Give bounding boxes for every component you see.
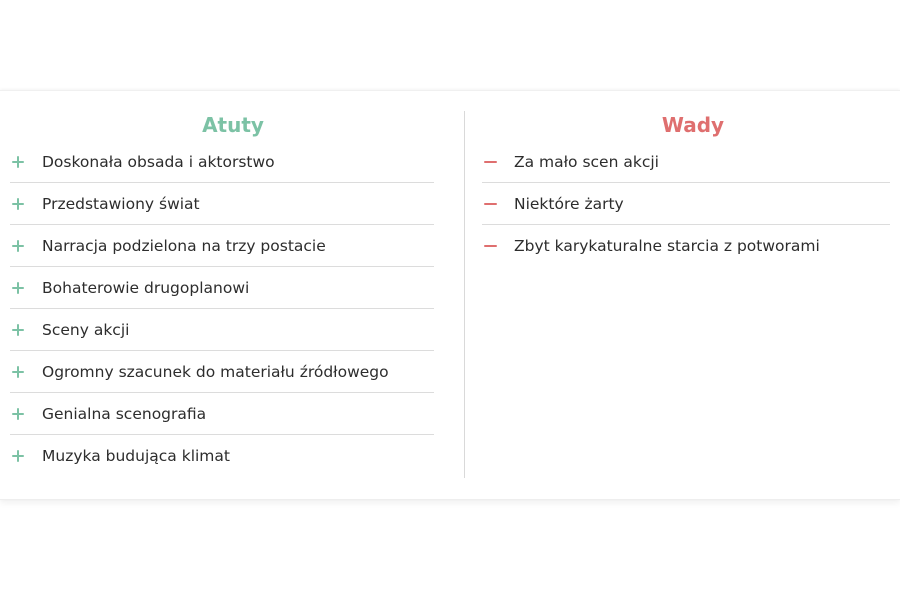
pros-column	[10, 111, 434, 476]
column-divider	[464, 111, 465, 478]
cons-item-label: Niektóre żarty	[514, 194, 624, 213]
pros-item	[10, 267, 434, 309]
cons-item-label: Zbyt karykaturalne starcia z potworami	[514, 236, 820, 255]
plus-icon	[12, 240, 24, 252]
pros-item	[10, 435, 434, 476]
pros-item-label: Sceny akcji	[42, 320, 130, 339]
minus-icon	[484, 198, 497, 210]
pros-title: Atuty	[202, 113, 264, 137]
minus-icon	[484, 240, 497, 252]
cons-title: Wady	[661, 113, 725, 137]
plus-icon	[12, 450, 24, 462]
cons-item	[482, 141, 890, 183]
plus-icon	[12, 366, 24, 378]
plus-icon	[12, 156, 24, 168]
cons-list	[482, 141, 890, 266]
pros-item	[10, 393, 434, 435]
plus-icon	[12, 324, 24, 336]
plus-icon	[12, 282, 24, 294]
pros-item-label: Ogromny szacunek do materiału źródłowego	[42, 362, 389, 381]
cons-item	[482, 225, 890, 266]
pros-item	[10, 225, 434, 267]
pros-item	[10, 141, 434, 183]
pros-cons-box	[0, 90, 900, 500]
plus-icon	[12, 408, 24, 420]
pros-item-label: Doskonała obsada i aktorstwo	[42, 152, 275, 171]
plus-icon	[12, 198, 24, 210]
pros-item-label: Genialna scenografia	[42, 404, 207, 423]
pros-item-label: Bohaterowie drugoplanowi	[42, 278, 250, 297]
cons-item	[482, 183, 890, 225]
pros-item	[10, 351, 434, 393]
cons-item-label: Za mało scen akcji	[514, 152, 659, 171]
pros-item-label: Przedstawiony świat	[42, 194, 200, 213]
pros-item	[10, 309, 434, 351]
pros-item-label: Muzyka budująca klimat	[42, 446, 230, 465]
minus-icon	[484, 156, 497, 168]
pros-item	[10, 183, 434, 225]
pros-item-label: Narracja podzielona na trzy postacie	[42, 236, 326, 255]
cons-column	[482, 111, 890, 266]
pros-list	[10, 141, 434, 476]
